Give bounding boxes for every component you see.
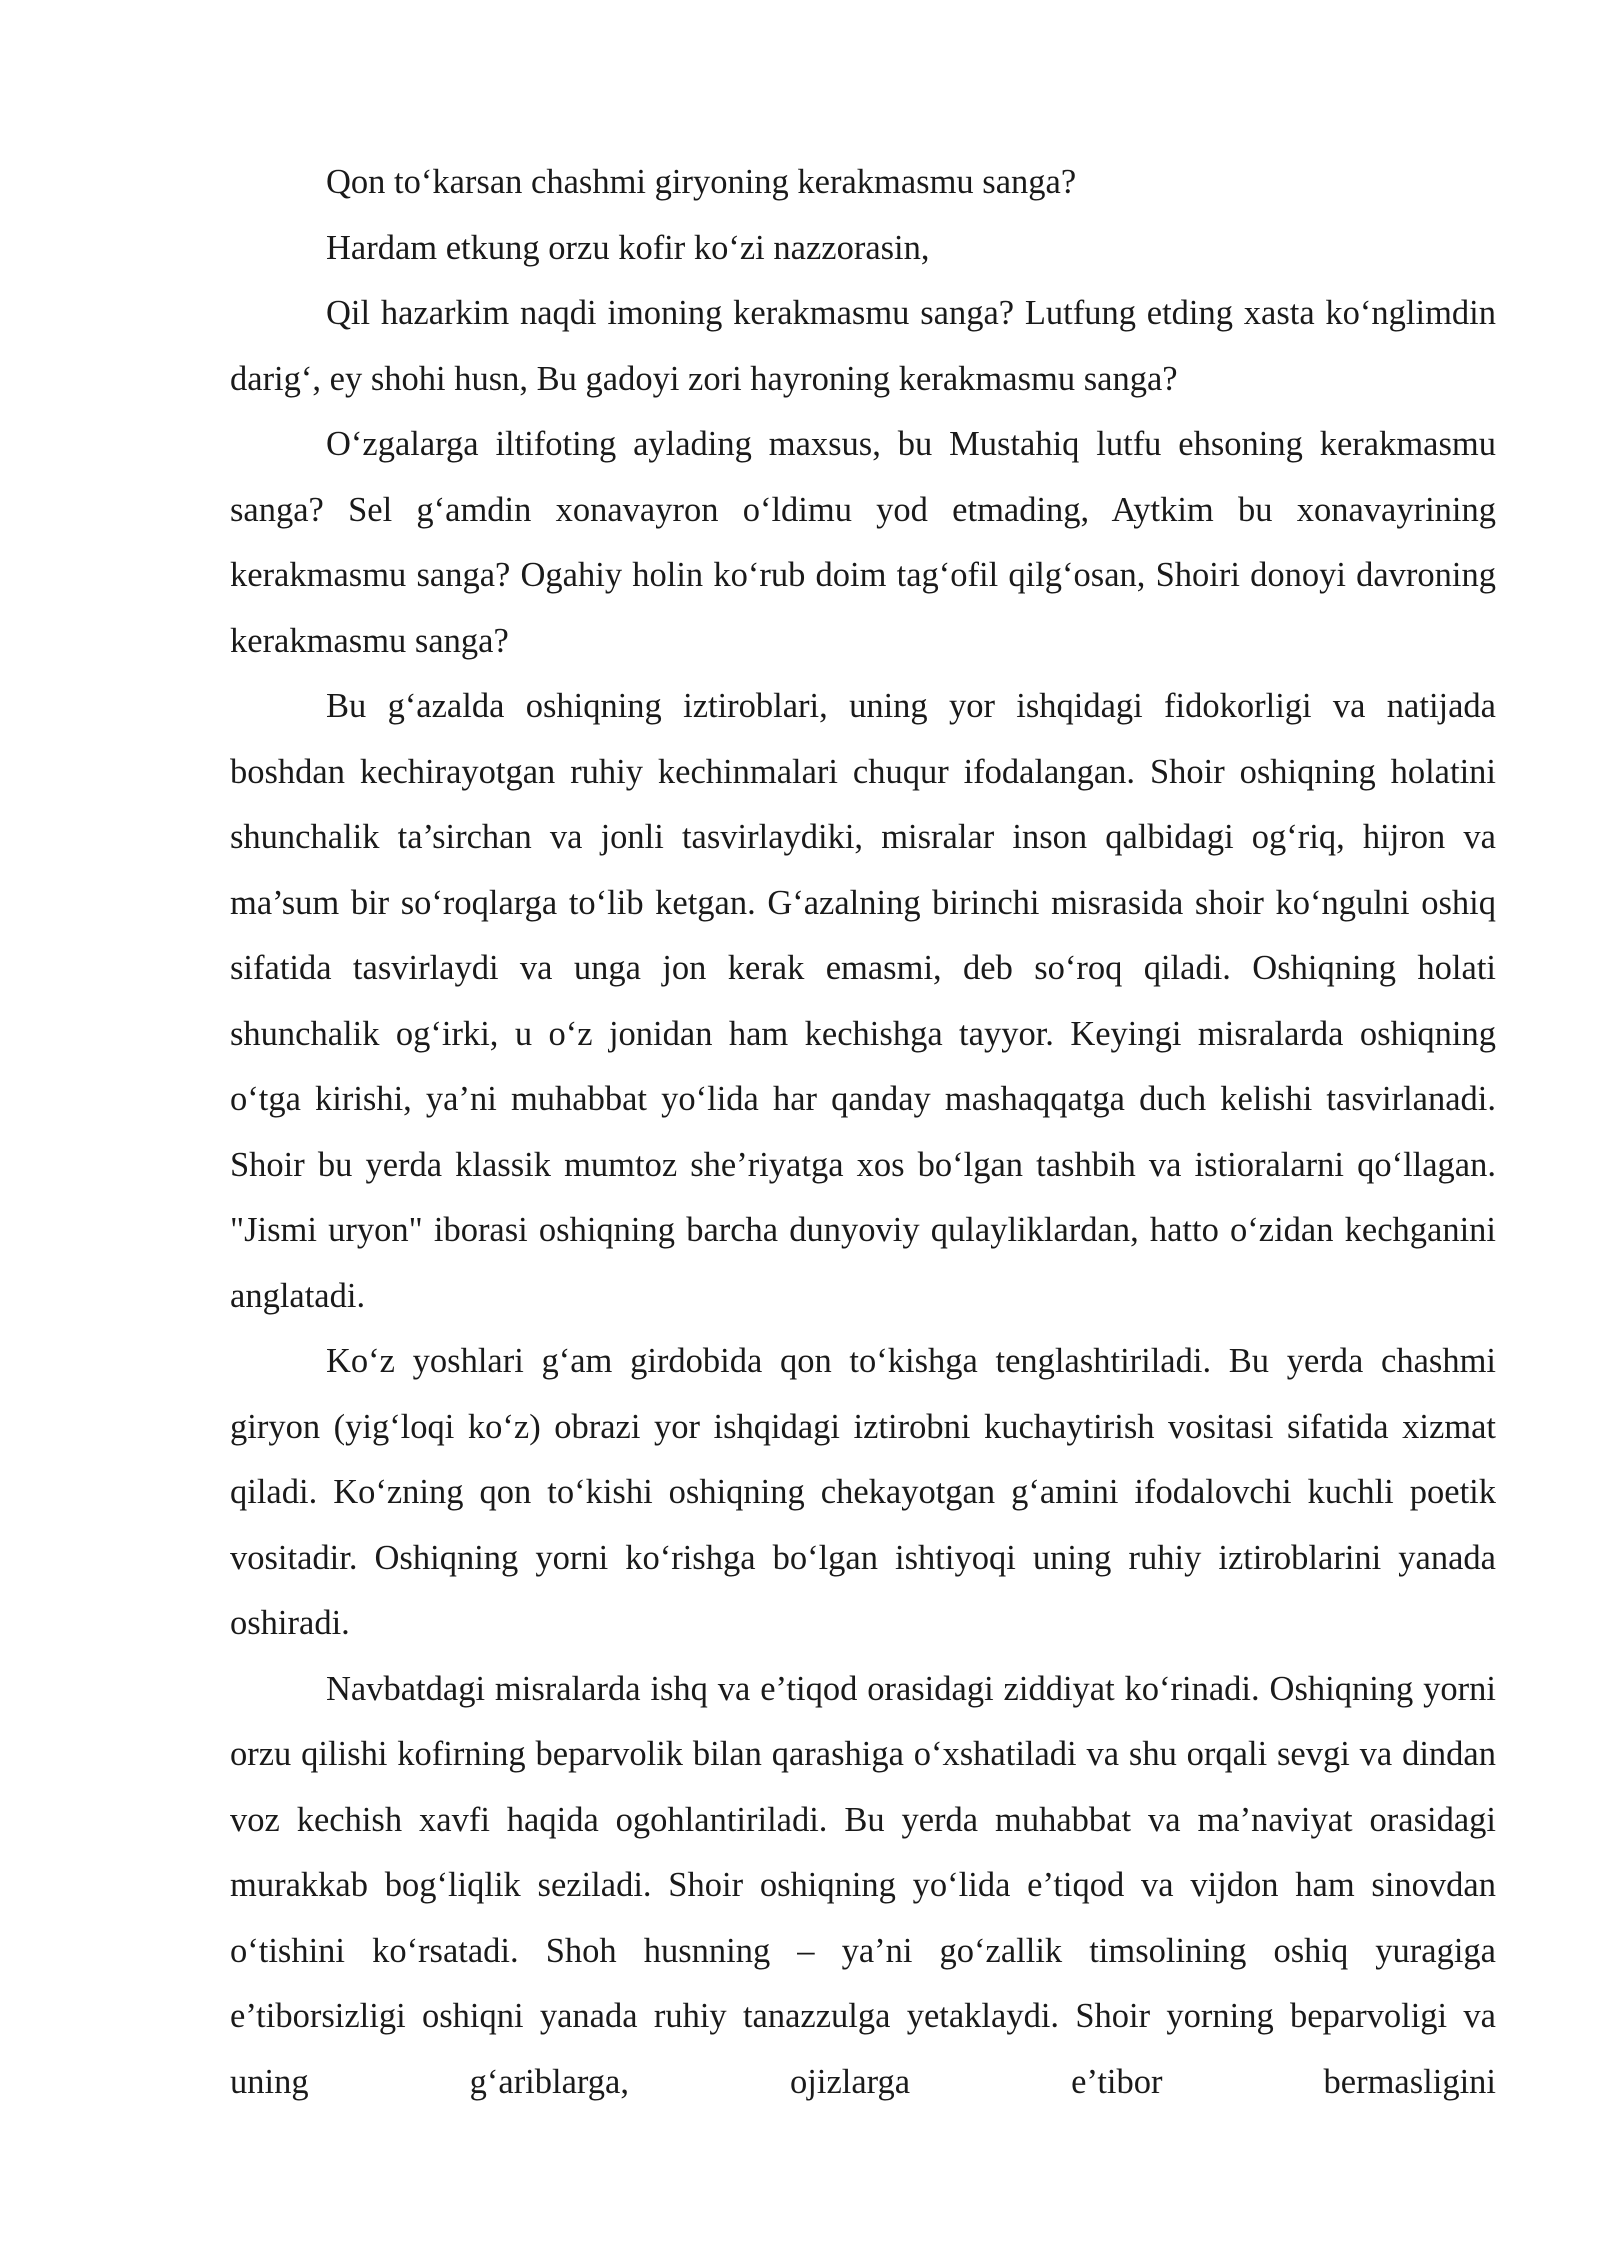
analysis-paragraph-1: Bu g‘azalda oshiqning iztiroblari, uning yor ishqidagi fidokorligi va natijada boshdan kechirayotgan ruhiy kechinmalari chuqur ifodalangan. Shoir oshiqning holatini shunchalik ta’sirchan va jonli tasvirlaydiki, misralar inson qalbidagi og‘riq, hijron va ma’sum bir so‘roqlarga to‘lib ketgan. G‘azalning birinchi misrasida shoir ko‘ngulni oshiq sifatida tasvirlaydi va unga jon kerak emasmi, deb so‘roq qiladi. Oshiqning holati shunchalik og‘irki, u o‘z jonidan ham kechishga tayyor. Keyingi misralarda oshiqning o‘tga kirishi, ya’ni muhabbat yo‘lida har qanday mashaqqatga duch kelishi tasvirlanadi. Shoir bu yerda klassik mumtoz she’riyatga xos bo‘lgan tashbih va istioralarni qo‘llagan. "Jismi uryon" iborasi oshiqning barcha dunyoviy qulayliklardan, hatto o‘zidan kechganini anglatadi. xyxy=(230,687,1496,1315)
verse-paragraph-4: O‘zgalarga iltifoting aylading maxsus, bu Mustahiq lutfu ehsoning kerakmasmu sanga? Sel g‘amdin xonavayron o‘ldimu yod etmading, Aytkim bu xonavayrining kerakmasmu sanga? Ogahiy holin ko‘rub doim tag‘ofil qilg‘osan, Shoiri donoyi davroning kerakmasmu sanga? xyxy=(230,425,1496,660)
analysis-paragraph-3: Navbatdagi misralarda ishq va e’tiqod orasidagi ziddiyat ko‘rinadi. Oshiqning yorni orzu qilishi kofirning beparvolik bilan qarashiga o‘xshatiladi va shu orqali sevgi va dindan voz kechish xavfi haqida ogohlantiriladi. Bu yerda muhabbat va ma’naviyat orasidagi murakkab bog‘liqlik seziladi. Shoir oshiqning yo‘lida e’tiqod va vijdon ham sinovdan o‘tishini ko‘rsatadi. Shoh husnning – ya’ni go‘zallik timsolining oshiq yuragiga e’tiborsizligi oshiqni yanada ruhiy tanazzulga yetaklaydi. Shoir yorning beparvoligi va uning g‘ariblarga, ojizlarga e’tibor bermasligini xyxy=(230,1669,1496,2101)
analysis-paragraph-2: Ko‘z yoshlari g‘am girdobida qon to‘kishga tenglashtiriladi. Bu yerda chashmi giryon (yig‘loqi ko‘z) obrazi yor ishqidagi iztirobni kuchaytirish vositasi sifatida xizmat qiladi. Ko‘zning qon to‘kishi oshiqning chekayotgan g‘amini ifodalovchi kuchli poetik vositadir. Oshiqning yorni ko‘rishga bo‘lgan ishtiyoqi uning ruhiy iztiroblarini yanada oshiradi. xyxy=(230,1342,1496,1642)
verse-line-2: Hardam etkung orzu kofir ko‘zi nazzorasin, xyxy=(326,228,930,267)
verse-paragraph-3: Qil hazarkim naqdi imoning kerakmasmu sanga? Lutfung etding xasta ko‘nglimdin darig‘, ey shohi husn, Bu gadoyi zori hayroning kerakmasmu sanga? xyxy=(230,294,1496,398)
verse-line-1: Qon to‘karsan chashmi giryoning kerakmasmu sanga? xyxy=(326,163,1077,201)
document-body xyxy=(230,150,1496,2115)
